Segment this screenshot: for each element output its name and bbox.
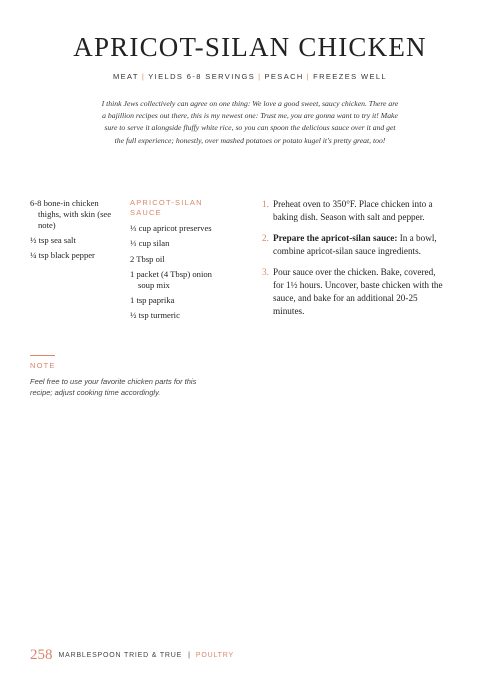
step-bold-lead: Prepare the apricot-silan sauce: bbox=[273, 233, 398, 244]
instruction-step bbox=[262, 266, 447, 317]
note-text: Feel free to use your favorite chicken parts for this recipe; adjust cooking time accordingly. bbox=[30, 377, 197, 397]
recipe-note bbox=[30, 355, 220, 398]
ingredient-item: 6-8 bone-in chicken thighs, with skin (see note) bbox=[30, 198, 112, 230]
ingredient-item: ⅓ cup silan bbox=[130, 238, 170, 249]
instructions-list bbox=[262, 198, 447, 326]
recipe-title: APRICOT-SILAN CHICKEN bbox=[73, 32, 427, 62]
tag-separator: | bbox=[306, 72, 311, 81]
note-divider bbox=[30, 355, 55, 356]
page-footer bbox=[30, 645, 234, 661]
book-title: MARBLESPOON TRIED & TRUE bbox=[58, 652, 183, 659]
tag-yield: YIELDS 6-8 SERVINGS bbox=[148, 72, 256, 81]
tag-separator: | bbox=[141, 72, 146, 81]
sauce-ingredients-list bbox=[130, 198, 230, 326]
tag-separator: | bbox=[258, 72, 262, 81]
instruction-step bbox=[262, 198, 447, 224]
step-text: Preheat oven to 350°F. Place chicken into a baking dish. Season with salt and pepper. bbox=[273, 199, 433, 222]
tag-meat: MEAT bbox=[112, 72, 139, 81]
step-number: 3. bbox=[262, 267, 269, 278]
instruction-step bbox=[262, 232, 447, 258]
ingredient-item: ¼ tsp black pepper bbox=[30, 250, 95, 261]
sauce-heading: APRICOT-SILAN SAUCE bbox=[130, 198, 203, 217]
main-ingredients-list bbox=[30, 198, 115, 265]
step-number: 2. bbox=[262, 233, 269, 244]
page-number: 258 bbox=[30, 647, 53, 663]
step-number: 1. bbox=[262, 199, 269, 209]
tag-freezes: FREEZES WELL bbox=[313, 72, 388, 81]
recipe-intro: I think Jews collectively can agree on one thing: We love a good sweet, saucy chicken. There are a bajillion recipes out there, this is my newest one: Trust me, you are gonna want to try it! Make sure to serve it alongside fluffy white rice, so you can spoon the delicious sauce over it and get the full experience; honestly, over mashed potatoes or potato kugel it's pretty great, too! bbox=[101, 99, 399, 145]
recipe-tags bbox=[0, 72, 500, 81]
section-name: POULTRY bbox=[195, 652, 234, 659]
ingredient-item: 1 tsp paprika bbox=[130, 294, 175, 305]
ingredient-item: 2 Tbsp oil bbox=[130, 253, 165, 264]
note-label: NOTE bbox=[30, 361, 56, 370]
ingredient-item: 1 packet (4 Tbsp) onion soup mix bbox=[130, 268, 212, 290]
ingredient-item: ⅓ cup apricot preserves bbox=[130, 223, 212, 233]
step-text: Pour sauce over the chicken. Bake, covered, for 1½ hours. Uncover, baste chicken with the sauce, and bake for an additional 20-25 minutes. bbox=[273, 267, 443, 316]
step-text: In a bowl, combine apricot-silan sauce ingredients. bbox=[273, 233, 437, 256]
tag-pesach: PESACH bbox=[264, 72, 304, 81]
footer-separator: | bbox=[188, 652, 190, 659]
ingredient-item: ½ tsp turmeric bbox=[130, 310, 180, 321]
ingredient-item: ½ tsp sea salt bbox=[30, 234, 76, 245]
